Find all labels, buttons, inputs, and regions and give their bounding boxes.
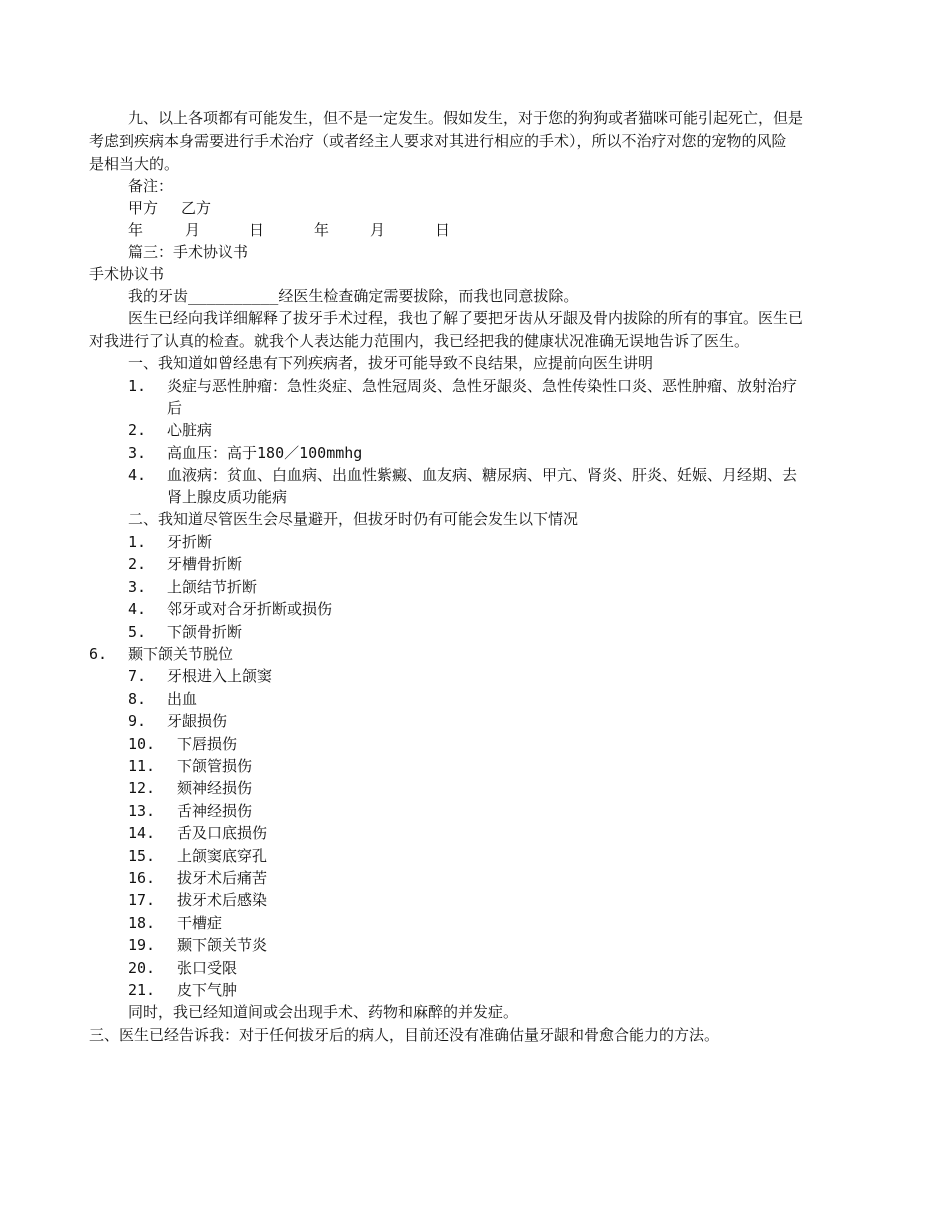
complication-row bbox=[128, 935, 155, 957]
disease-item-4 bbox=[128, 465, 146, 487]
complication-text: 舌神经损伤 bbox=[177, 802, 253, 820]
complication-text: 牙龈损伤 bbox=[167, 712, 228, 730]
section-two-heading: 二、我知道尽管医生会尽量避开，但拔牙时仍有可能会发生以下情况 bbox=[128, 510, 579, 528]
list-number: 21. bbox=[128, 981, 156, 999]
disease-item-4-continuation: 肾上腺皮质功能病 bbox=[167, 488, 288, 506]
complication-text: 舌及口底损伤 bbox=[177, 824, 268, 842]
complication-row bbox=[89, 644, 107, 666]
complication-row bbox=[128, 532, 146, 554]
list-number: 12. bbox=[128, 779, 156, 797]
complication-text: 下颌骨折断 bbox=[167, 623, 243, 641]
explanation-line-1: 医生已经向我详细解释了拔牙手术过程，我也了解了要把牙齿从牙龈及骨内拔除的所有的事宜。医生已 bbox=[128, 309, 804, 327]
complication-row bbox=[128, 868, 155, 890]
paragraph-nine-line-2: 考虑到疾病本身需要进行手术治疗（或者经主人要求对其进行相应的手术），所以不治疗对您的宠物的风险 bbox=[89, 132, 787, 150]
disease-item-1 bbox=[128, 376, 146, 398]
list-number: 2. bbox=[128, 555, 147, 573]
disease-item-1-continuation: 后 bbox=[167, 399, 183, 417]
list-number: 9. bbox=[128, 712, 147, 730]
list-number: 3. bbox=[128, 444, 147, 462]
party-a-label: 甲方 bbox=[128, 199, 159, 217]
complication-text: 出血 bbox=[167, 690, 198, 708]
complications-note: 同时，我已经知道间或会出现手术、药物和麻醉的并发症。 bbox=[128, 1003, 519, 1021]
date-month-a: 月 bbox=[185, 221, 201, 239]
list-number: 10. bbox=[128, 735, 156, 753]
blood-pressure-label: 高血压：高于 bbox=[167, 444, 258, 462]
complication-row bbox=[128, 846, 155, 868]
complication-text: 牙折断 bbox=[167, 533, 213, 551]
complication-text: 邻牙或对合牙折断或损伤 bbox=[167, 600, 333, 618]
complication-text: 颞下颌关节脱位 bbox=[128, 645, 234, 663]
document-title: 手术协议书 bbox=[89, 265, 165, 283]
section-three: 三、医生已经告诉我：对于任何拔牙后的病人，目前还没有准确估量牙龈和骨愈合能力的方法。 bbox=[89, 1026, 720, 1044]
date-year-a: 年 bbox=[128, 221, 144, 239]
list-number: 7. bbox=[128, 667, 147, 685]
tooth-suffix: 经医生检查确定需要拔除，而我也同意拔除。 bbox=[278, 287, 579, 305]
complication-row bbox=[128, 599, 146, 621]
date-month-b: 月 bbox=[370, 221, 386, 239]
list-number: 5. bbox=[128, 623, 147, 641]
complication-row bbox=[128, 778, 155, 800]
paragraph-nine-line-3: 是相当大的。 bbox=[89, 155, 180, 173]
list-number: 8. bbox=[128, 690, 147, 708]
list-number: 4. bbox=[128, 466, 147, 484]
list-number: 2. bbox=[128, 421, 147, 439]
complication-text: 牙根进入上颌窦 bbox=[167, 667, 273, 685]
list-number: 3. bbox=[128, 578, 147, 596]
party-b-label: 乙方 bbox=[181, 199, 212, 217]
list-number: 19. bbox=[128, 936, 156, 954]
complication-row bbox=[128, 958, 155, 980]
complication-text: 颞下颌关节炎 bbox=[177, 936, 268, 954]
tooth-statement bbox=[128, 286, 578, 308]
complication-row bbox=[128, 689, 146, 711]
disease-item-1-text: 炎症与恶性肿瘤：急性炎症、急性冠周炎、急性牙龈炎、急性传染性口炎、恶性肿瘤、放射治疗 bbox=[167, 377, 798, 395]
list-number: 15. bbox=[128, 847, 156, 865]
list-number: 17. bbox=[128, 891, 156, 909]
list-number: 20. bbox=[128, 959, 156, 977]
complication-text: 下唇损伤 bbox=[177, 735, 238, 753]
date-year-b: 年 bbox=[314, 221, 330, 239]
complication-text: 拔牙术后痛苦 bbox=[177, 869, 268, 887]
section-heading: 篇三：手术协议书 bbox=[128, 243, 249, 261]
disease-item-3-text bbox=[167, 443, 362, 465]
complication-text: 上颌窦底穿孔 bbox=[177, 847, 268, 865]
complication-row bbox=[128, 734, 155, 756]
disease-item-2 bbox=[128, 420, 146, 442]
paragraph-nine-line-1: 九、以上各项都有可能发生，但不是一定发生。假如发生，对于您的狗狗或者猫咪可能引起死亡，但是 bbox=[128, 109, 804, 127]
complication-row bbox=[128, 577, 146, 599]
section-one-heading: 一、我知道如曾经患有下列疾病者，拔牙可能导致不良结果，应提前向医生讲明 bbox=[128, 354, 654, 372]
list-number: 6. bbox=[89, 645, 108, 663]
date-day-b: 日 bbox=[435, 221, 451, 239]
complication-row bbox=[128, 756, 155, 778]
complication-row bbox=[128, 554, 146, 576]
complication-row bbox=[128, 666, 146, 688]
complication-row bbox=[128, 823, 155, 845]
complication-row bbox=[128, 711, 146, 733]
complication-text: 牙槽骨折断 bbox=[167, 555, 243, 573]
complication-text: 干槽症 bbox=[177, 914, 223, 932]
remarks-label: 备注： bbox=[128, 177, 174, 195]
list-number: 4. bbox=[128, 600, 147, 618]
date-day-a: 日 bbox=[249, 221, 265, 239]
complication-text: 下颌管损伤 bbox=[177, 757, 253, 775]
complication-text: 拔牙术后感染 bbox=[177, 891, 268, 909]
complication-text: 张口受限 bbox=[177, 959, 238, 977]
list-number: 1. bbox=[128, 533, 147, 551]
list-number: 16. bbox=[128, 869, 156, 887]
disease-item-3 bbox=[128, 443, 146, 465]
list-number: 18. bbox=[128, 914, 156, 932]
list-number: 13. bbox=[128, 802, 156, 820]
complication-row bbox=[128, 801, 155, 823]
complication-text: 上颌结节折断 bbox=[167, 578, 258, 596]
tooth-prefix: 我的牙齿 bbox=[128, 287, 189, 305]
tooth-blank: __________ bbox=[188, 287, 279, 305]
complication-row bbox=[128, 622, 146, 644]
complication-row bbox=[128, 913, 155, 935]
explanation-line-2: 对我进行了认真的检查。就我个人表达能力范围内，我已经把我的健康状况准确无误地告诉了医生。 bbox=[89, 332, 750, 350]
complication-row bbox=[128, 890, 155, 912]
complication-text: 皮下气肿 bbox=[177, 981, 238, 999]
list-number: 1. bbox=[128, 377, 147, 395]
disease-item-4-text: 血液病：贫血、白血病、出血性紫癜、血友病、糖尿病、甲亢、肾炎、肝炎、妊娠、月经期、去 bbox=[167, 466, 798, 484]
list-number: 11. bbox=[128, 757, 156, 775]
complication-text: 颏神经损伤 bbox=[177, 779, 253, 797]
blood-pressure-value: 180／100mmhg bbox=[257, 444, 363, 462]
complication-row bbox=[128, 980, 155, 1002]
list-number: 14. bbox=[128, 824, 156, 842]
disease-item-2-text: 心脏病 bbox=[167, 421, 213, 439]
